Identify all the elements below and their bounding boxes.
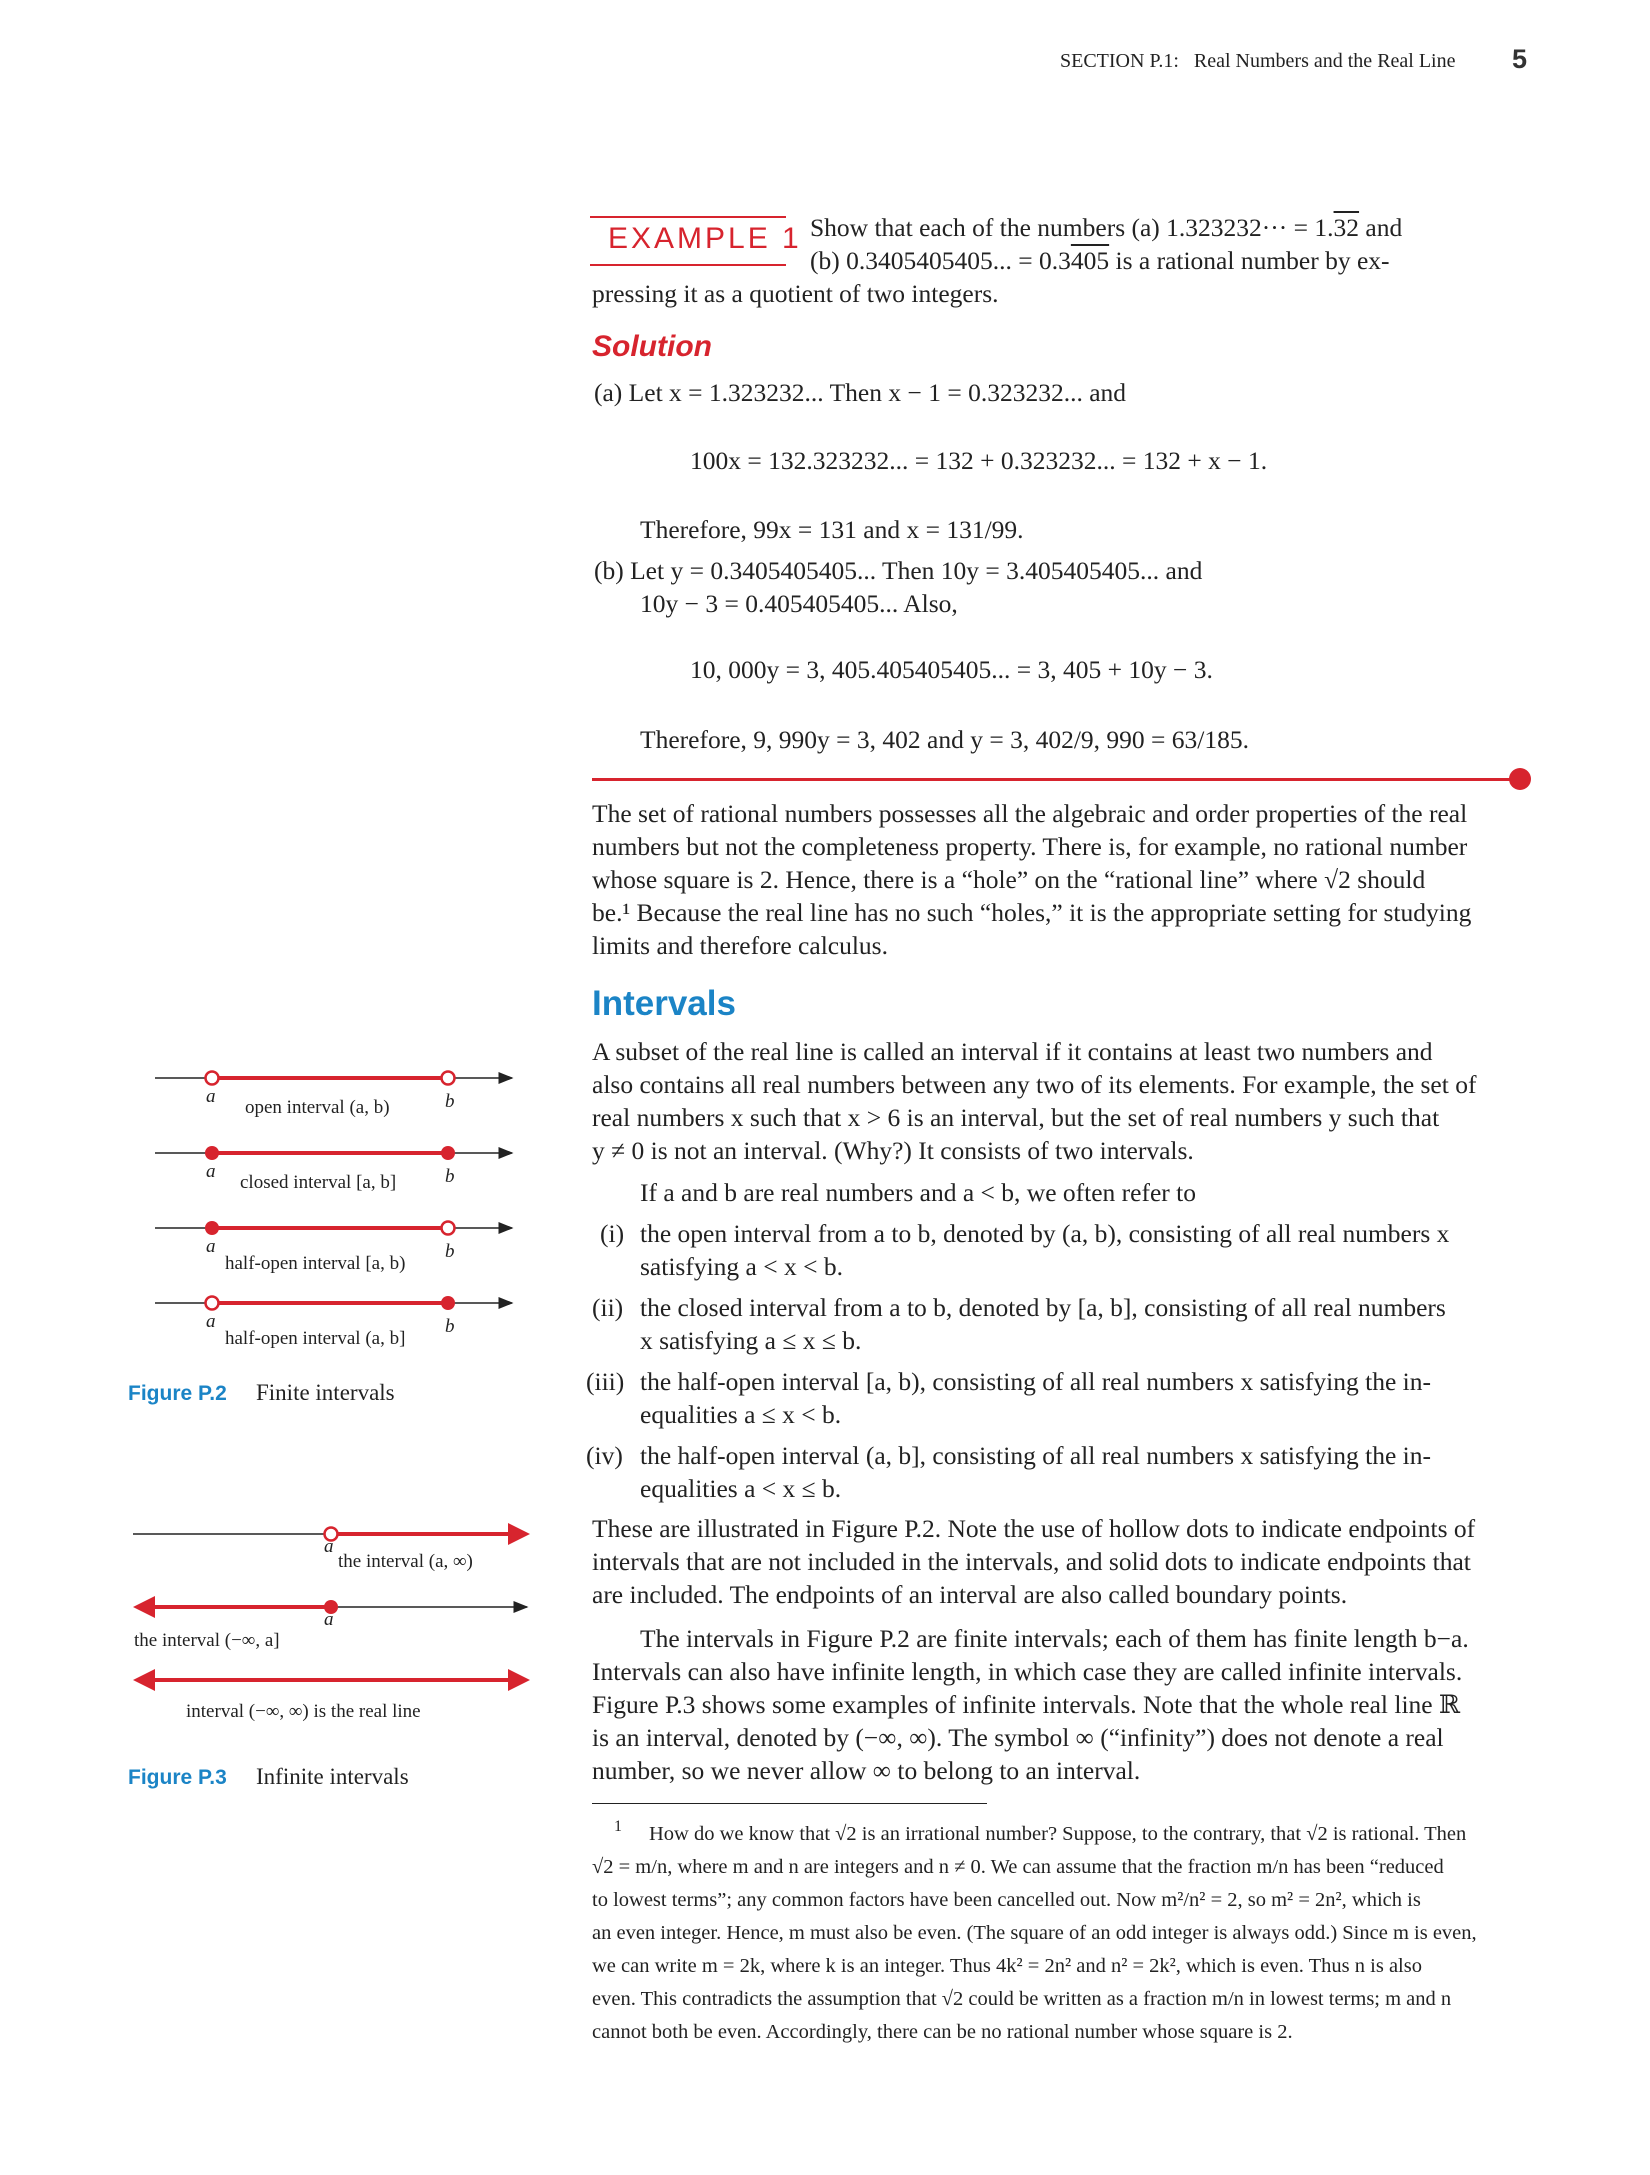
example-repeating-405: 405	[1070, 246, 1110, 275]
solid-endpoint	[205, 1221, 219, 1235]
solution-a-line: (a) Let x = 1.323232... Then x − 1 = 0.323232... and	[594, 378, 1127, 407]
interval-caption: open interval (a, b)	[245, 1097, 390, 1118]
arrow-right-icon	[508, 1669, 530, 1691]
text-line: The intervals in Figure P.2 are finite intervals; each of them has finite length b−a.	[640, 1624, 1469, 1653]
item-line-1: the open interval from a to b, denoted by (a, b), consisting of all real numbers x	[640, 1219, 1450, 1248]
footnote-line: even. This contradicts the assumption that √2 could be written as a fraction m/n in lowest terms; m and n	[592, 1988, 1452, 2010]
intervals-paragraph-2: If a and b are real numbers and a < b, we often refer to	[640, 1178, 1196, 1207]
interval-caption: closed interval [a, b]	[240, 1172, 397, 1193]
footnote-line: to lowest terms”; any common factors have been cancelled out. Now m²/n² = 2, so m² = 2n², which is	[592, 1889, 1421, 1911]
item-number: (ii)	[592, 1293, 624, 1322]
interval-caption: interval (−∞, ∞) is the real line	[186, 1701, 421, 1722]
text-line: intervals that are not included in the intervals, and solid dots to indicate endpoints that	[592, 1547, 1471, 1576]
figure-p2-label: Figure P.2	[128, 1382, 227, 1405]
figure-p3-caption: Infinite intervals	[256, 1764, 409, 1789]
solid-endpoint	[205, 1146, 219, 1160]
figure-p2-caption: Finite intervals	[256, 1380, 395, 1405]
hollow-endpoint	[442, 1222, 455, 1235]
item-number: (iv)	[586, 1441, 623, 1470]
text-line: These are illustrated in Figure P.2. Note the use of hollow dots to indicate endpoints of	[592, 1514, 1476, 1543]
text-line: Figure P.3 shows some examples of infinite intervals. Note that the whole real line ℝ	[592, 1690, 1461, 1719]
solution-title: Solution	[592, 330, 712, 363]
text-line: limits and therefore calculus.	[592, 931, 888, 960]
definition-item	[580, 1291, 1540, 1365]
item-line-1: the half-open interval [a, b), consisting of all real numbers x satisfying the in-	[640, 1367, 1431, 1396]
text-line: number, so we never allow ∞ to belong to an interval.	[592, 1756, 1141, 1785]
footnote-mark: 1	[614, 1818, 622, 1835]
endpoint-b-label: b	[445, 1091, 455, 1112]
footnote-line: we can write m = 2k, where k is an integer. Thus 4k² = 2n² and n² = 2k², which is even. Thus n is also	[592, 1955, 1422, 1977]
intervals-paragraph-4	[592, 1622, 1532, 1787]
text-line: be.¹ Because the real line has no such “holes,” it is the appropriate setting for studying	[592, 898, 1472, 927]
footnote-text: How do we know that √2 is an irrational number? Suppose, to the contrary, that √2 is rational. Then	[649, 1823, 1467, 1845]
solution-b-result: Therefore, 9, 990y = 3, 402 and y = 3, 402/9, 990 = 63/185.	[640, 725, 1250, 754]
endpoint-b-label: b	[445, 1241, 455, 1262]
text-line: The set of rational numbers possesses all the algebraic and order properties of the real	[592, 799, 1468, 828]
interval-definitions	[580, 1217, 1540, 1513]
text-line: are included. The endpoints of an interval are also called boundary points.	[592, 1580, 1348, 1609]
endpoint-b-label: b	[445, 1166, 455, 1187]
rational-paragraph	[592, 797, 1532, 962]
solid-endpoint	[441, 1296, 455, 1310]
arrow-left-icon	[133, 1669, 155, 1691]
endpoint-a-label: a	[206, 1311, 216, 1332]
intervals-paragraph-3	[592, 1512, 1532, 1611]
interval-caption: half-open interval [a, b)	[225, 1253, 406, 1274]
example-line-1c: and	[1359, 213, 1403, 242]
endpoint-a-label: a	[206, 1161, 216, 1182]
solution-b-equation: 10, 000y = 3, 405.405405405... = 3, 405 + 10y − 3.	[690, 655, 1213, 684]
endpoint-a-label: a	[324, 1536, 334, 1557]
text-line: is an interval, denoted by (−∞, ∞). The symbol ∞ (“infinity”) does not denote a real	[592, 1723, 1444, 1752]
solution-b-line-2: 10y − 3 = 0.405405405... Also,	[640, 589, 958, 618]
solution-a-equation: 100x = 132.323232... = 132 + 0.323232... = 132 + x − 1.	[690, 446, 1268, 475]
definition-item	[580, 1365, 1540, 1439]
footnote	[592, 1818, 1532, 2049]
definition-item	[580, 1217, 1540, 1291]
header-section: SECTION P.1:	[1060, 50, 1179, 72]
item-line-1: the half-open interval (a, b], consisting of all real numbers x satisfying the in-	[640, 1441, 1431, 1470]
example-line-1	[810, 211, 1402, 244]
text-line: A subset of the real line is called an interval if it contains at least two numbers and	[592, 1037, 1433, 1066]
arrow-left-icon	[133, 1596, 155, 1618]
item-number: (iii)	[586, 1367, 625, 1396]
example-repeating-32: 32	[1333, 213, 1360, 242]
text-line: y ≠ 0 is not an interval. (Why?) It consists of two intervals.	[592, 1136, 1194, 1165]
endpoint-a-label: a	[206, 1236, 216, 1257]
hollow-endpoint	[442, 1072, 455, 1085]
definition-item	[580, 1439, 1540, 1513]
example-line-1a: Show that each of the numbers (a) 1.323232··· = 1.	[810, 213, 1334, 242]
example-label: EXAMPLE 1	[608, 222, 802, 255]
header-title: Real Numbers and the Real Line	[1193, 50, 1456, 72]
page-number: 5	[1512, 44, 1528, 74]
item-line-1: the closed interval from a to b, denoted by [a, b], consisting of all real numbers	[640, 1293, 1446, 1322]
example-end-rule	[592, 778, 1517, 781]
example-line-2a: (b) 0.3405405405... = 0.3	[810, 246, 1071, 275]
example-line-3: pressing it as a quotient of two integers.	[592, 279, 999, 308]
intervals-paragraph-1	[592, 1035, 1532, 1167]
solution-b-line-1: (b) Let y = 0.3405405405... Then 10y = 3.405405405... and	[594, 556, 1203, 585]
footnote-line: √2 = m/n, where m and n are integers and n ≠ 0. We can assume that the fraction m/n has been “reduced	[592, 1856, 1444, 1878]
example-line-2c: is a rational number by ex-	[1109, 246, 1390, 275]
endpoint-a-label: a	[324, 1609, 334, 1630]
text-line: also contains all real numbers between any two of its elements. For example, the set of	[592, 1070, 1477, 1099]
item-line-2: satisfying a < x < b.	[640, 1252, 843, 1281]
item-line-2: equalities a < x ≤ b.	[640, 1474, 842, 1503]
solid-endpoint	[441, 1146, 455, 1160]
hollow-endpoint	[206, 1072, 219, 1085]
section-title-intervals: Intervals	[592, 984, 736, 1023]
text-line: Intervals can also have infinite length, in which case they are called infinite intervals.	[592, 1657, 1463, 1686]
footnote-rule	[592, 1803, 987, 1804]
text-line: real numbers x such that x > 6 is an interval, but the set of real numbers y such that	[592, 1103, 1440, 1132]
text-line: whose square is 2. Hence, there is a “hole” on the “rational line” where √2 should	[592, 865, 1426, 894]
interval-caption: half-open interval (a, b]	[225, 1328, 406, 1349]
example-line-2	[810, 244, 1390, 277]
item-line-2: x satisfying a ≤ x ≤ b.	[640, 1326, 862, 1355]
text-line: numbers but not the completeness property. There is, for example, no rational number	[592, 832, 1468, 861]
figure-p3-diagram	[125, 1510, 545, 1710]
running-header	[1060, 50, 1456, 73]
solution-a-result: Therefore, 99x = 131 and x = 131/99.	[640, 515, 1024, 544]
footnote-line: cannot both be even. Accordingly, there can be no rational number whose square is 2.	[592, 2021, 1293, 2043]
interval-caption: the interval (−∞, a]	[134, 1630, 280, 1651]
interval-caption: the interval (a, ∞)	[338, 1551, 473, 1572]
footnote-line	[592, 1818, 1532, 1851]
arrow-right-icon	[508, 1523, 530, 1545]
footnote-line: an even integer. Hence, m must also be even. (The square of an odd integer is always odd.) Since m is even,	[592, 1922, 1477, 1944]
figure-p3-label: Figure P.3	[128, 1766, 227, 1789]
item-line-2: equalities a ≤ x < b.	[640, 1400, 842, 1429]
example-end-dot	[1509, 768, 1531, 790]
endpoint-a-label: a	[206, 1086, 216, 1107]
hollow-endpoint	[206, 1297, 219, 1310]
item-number: (i)	[600, 1219, 625, 1248]
endpoint-b-label: b	[445, 1316, 455, 1337]
